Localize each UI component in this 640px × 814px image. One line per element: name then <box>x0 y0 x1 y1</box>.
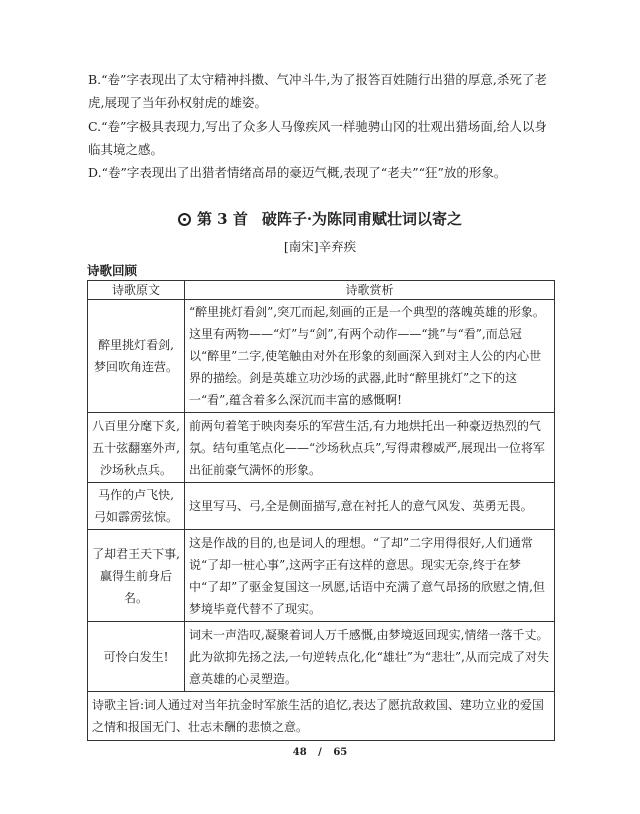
option-b: B.“卷”字表现出了太守精神抖擞、气冲斗牛,为了报答百姓随行出猎的厚意,杀死了老虎,展现了当年孙权射虎的雄姿。 <box>88 72 547 110</box>
poem-heading <box>0 208 640 229</box>
analysis-cell: 前两句着笔于映肉奏乐的军营生活,有力地烘托出一种豪迈热烈的气氛。结句重笔点化——“沙场秋点兵”,写得肃穆威严,展现出一位将军出征前豪气满怀的形象。 <box>185 413 555 483</box>
original-cell <box>88 622 185 692</box>
target-icon <box>178 213 191 226</box>
original-cell <box>88 483 185 530</box>
analysis-cell: 这是作战的目的,也是词人的理想。“了却”二字用得很好,人们通常说“了却一桩心事”,这两字正有这样的意思。现实无奈,终于在梦中“了却”了驱金复国这一夙愿,话语中充满了意气昂扬的欣慰之情,但梦境毕竟代替不了现实。 <box>185 530 555 622</box>
analysis-cell: 这里写马、弓,全是侧面描写,意在衬托人的意气风发、英勇无畏。 <box>185 483 555 530</box>
table-row <box>88 483 555 530</box>
page-total: 65 <box>333 747 348 758</box>
table-row <box>88 622 555 692</box>
original-line: 赢得生前身后名。 <box>99 568 172 605</box>
summary-cell: 诗歌主旨:词人通过对当年抗金时军旅生活的追忆,表达了愿抗敌救国、建功立业的爱国之情和报国无门、壮志未酬的悲愤之意。 <box>88 692 555 741</box>
option-c: C.“卷”字极具表现力,写出了众多人马像疾风一样驰骋山冈的壮观出猎场面,给人以身临其境之感。 <box>88 119 547 157</box>
table-header-row <box>88 281 555 300</box>
poem-review-table <box>87 280 555 741</box>
page-indicator <box>0 747 640 758</box>
analysis-cell: 词末一声浩叹,凝聚着词人万千感慨,由梦境返回现实,情绪一落千丈。此为欲抑先扬之法,一句逆转点化,化“雄壮”为“悲壮”,从而完成了对失意英雄的心灵塑造。 <box>185 622 555 692</box>
original-line: 马作的卢飞快, <box>98 488 174 502</box>
table-row <box>88 413 555 483</box>
option-d: D.“卷”字表现出了出猎者情绪高昂的豪迈气概,表现了“老夫”“狂”放的形象。 <box>88 165 507 180</box>
original-line: 八百里分麾下炙, <box>92 418 180 433</box>
table-row <box>88 692 555 741</box>
poem-author: [南宋]辛弃疾 <box>283 239 357 254</box>
poem-title: 破阵子·为陈同甫赋壮词以寄之 <box>261 210 463 228</box>
original-line: 醉里挑灯看剑, <box>98 338 174 352</box>
analysis-cell: “醉里挑灯看剑”,突兀而起,刻画的正是一个典型的落魄英雄的形象。这里有两物——“灯”与“剑”,有两个动作——“挑”与“看”,而总冠以“醉里”二字,使笔触由对外在形象的刻画深入到对主人公的内心世界的描绘。剑是英雄立功沙场的武器,此时“醉里挑灯”之下的这一“看”,蕴含着多么深沉而丰富的感慨啊! <box>185 300 555 413</box>
original-cell <box>88 413 185 483</box>
original-cell <box>88 300 185 413</box>
original-cell <box>88 530 185 622</box>
header-original: 诗歌原文 <box>88 281 185 300</box>
original-line: 沙场秋点兵。 <box>99 462 172 477</box>
section-title: 诗歌回顾 <box>87 263 138 278</box>
original-line: 了却君王天下事, <box>92 546 180 561</box>
original-line: 可怜白发生! <box>103 649 169 664</box>
poem-number: 第 3 首 <box>196 210 248 228</box>
original-line: 梦回吹角连营。 <box>93 360 178 374</box>
page-separator: / <box>318 747 322 758</box>
table-row <box>88 530 555 622</box>
table-row <box>88 300 555 413</box>
original-line: 五十弦翻塞外声, <box>92 440 180 455</box>
page-current: 48 <box>292 747 307 758</box>
original-line: 弓如霹雳弦惊。 <box>93 510 178 524</box>
header-analysis: 诗歌赏析 <box>185 281 555 300</box>
